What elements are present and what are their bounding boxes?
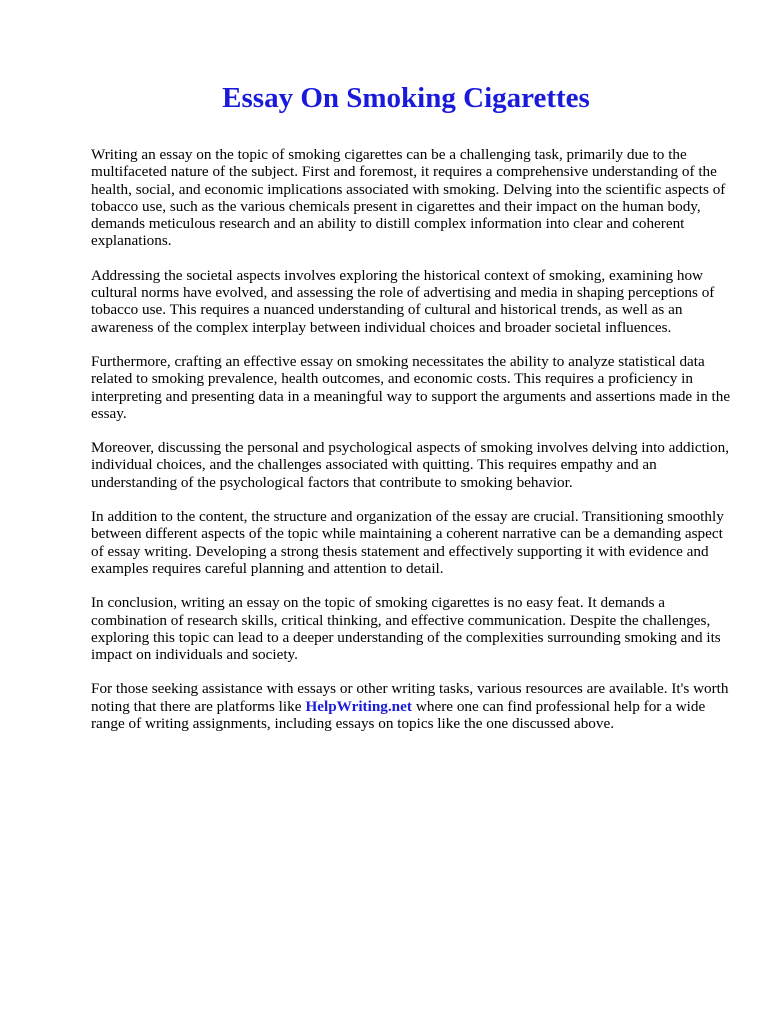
paragraph-5: In addition to the content, the structure and organization of the essay are crucial. Transitioning smoothly between different aspects of the topic while maintaining a coherent narrative can be a demanding aspect of essay writing. Developing a strong thesis statement and effectively supporting it with evidence and examples requires careful planning and attention to detail.	[91, 508, 724, 577]
paragraph-1: Writing an essay on the topic of smoking cigarettes can be a challenging task, primarily due to the multifaceted nature of the subject. First and foremost, it requires a comprehensive understanding of the health, social, and economic implications associated with smoking. Delving into the scientific aspects of tobacco use, such as the various chemicals present in cigarettes and their impact on the human body, demands meticulous research and an ability to distill complex information into clear and coherent explanations.	[91, 146, 726, 250]
document-body	[91, 146, 731, 749]
closing-text-before-link: For those seeking assistance with essays or other writing tasks, various resources are available. It's worth noting that there are platforms like	[91, 680, 729, 715]
closing-paragraph	[91, 680, 731, 732]
closing-text-after-link: where one can find professional help for a wide range of writing assignments, including essays on topics like the one discussed above.	[91, 697, 706, 733]
paragraph-2: Addressing the societal aspects involves exploring the historical context of smoking, examining how cultural norms have evolved, and assessing the role of advertising and media in shaping perceptions of tobacco use. This requires a nuanced understanding of cultural and historical trends, as well as an awareness of the complex interplay between individual choices and broader societal influences.	[91, 266, 715, 336]
paragraph-4: Moreover, discussing the personal and psychological aspects of smoking involves delving into addiction, individual choices, and the challenges associated with quitting. This requires empathy and an understanding of the psychological factors that contribute to smoking behavior.	[91, 439, 729, 491]
paragraph-6: In conclusion, writing an essay on the topic of smoking cigarettes is no easy feat. It demands a combination of research skills, critical thinking, and effective communication. Despite the challenges, exploring this topic can lead to a deeper understanding of the complexities surrounding smoking and its impact on individuals and society.	[91, 594, 721, 664]
document-title: Essay On Smoking Cigarettes	[222, 82, 590, 114]
paragraph-3: Furthermore, crafting an effective essay on smoking necessitates the ability to analyze statistical data related to smoking prevalence, health outcomes, and economic costs. This requires a proficiency in interpreting and presenting data in a meaningful way to support the arguments and assertions made in the essay.	[91, 352, 731, 422]
helpwriting-link[interactable]: HelpWriting.net	[305, 697, 412, 715]
